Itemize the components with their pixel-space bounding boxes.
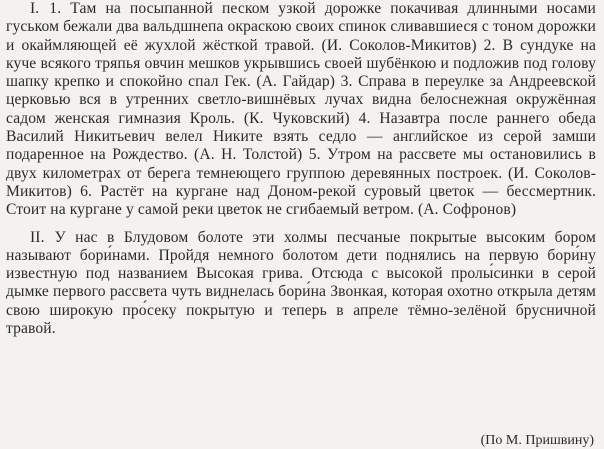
section-number-2: II. (30, 228, 45, 246)
source-attribution: (По М. Пришвину) (480, 433, 594, 448)
section-number-1: I. (30, 0, 40, 17)
section-text-1: 1. Там на посыпанной песком узкой дорожке покачивая длинными носами гуськом бежали два вальдшнепа окраскою своих спинок сливавшиеся с тоном дорожки и окаймляющей её жухлой жёсткой травой. (И. Соколов-Микитов) 2. В сундуке на куче всякого тряпья овчин мешков укрывшись своей шубёнкою и подложив под голову шапку крепко и спокойно спал Гек. (А. Гайдар) 3. Справа в переулке за Андреевской церковью вся в утренних светло-вишнёвых лучах видна белоснежная окружённая садом женская гимназия Кроль. (К. Чуковский) 4. Назавтра после раннего обеда Василий Никитьевич велел Никите взять седло — английское из серой замши подаренное на Рождество. (А. Н. Толстой) 5. Утром на рассвете мы остановились в двух километрах от берега темнеющего группою деревянных построек. (И. Соколов-Микитов) 6. Растёт на кургане над Доном-рекой суровый цветок — бессмертник. Стоит на кургане у самой реки цветок не сгибаемый ветром. (А. Софронов) (6, 0, 596, 219)
exercise-section-1 (6, 0, 596, 220)
exercise-section-2 (6, 229, 596, 339)
section-text-2: У нас в Блудовом болоте эти холмы песчаные покрытые высоким бором называют бори́нами. Пройдя немного болотом дети поднялись на первую бори́ну известную под названием Высокая грива. Отсюда с высокой пролы́синки в серой дымке первого рассвета чуть виднелась бори́на Звонкая, которая охотно открыла детям свою широкую про́секу покрытую и теперь в апреле тёмно-зелёной брусничной травой. (6, 228, 596, 338)
